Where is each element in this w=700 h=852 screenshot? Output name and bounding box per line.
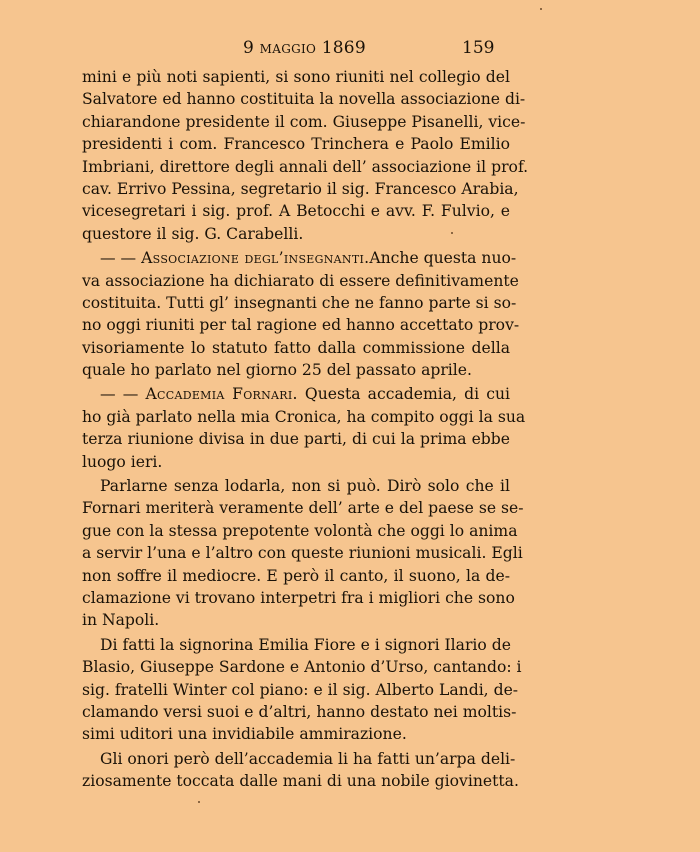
text-line: a servir l’una e l’altro con queste riunioni musicali. Egli bbox=[82, 544, 523, 563]
text-line: clamazione vi trovano interpetri fra i migliori che sono bbox=[82, 588, 515, 607]
text-line: va associazione ha dichiarato di essere definitivamente bbox=[82, 271, 519, 290]
page-number: 159 bbox=[462, 38, 495, 58]
text-line bbox=[82, 383, 510, 405]
text-line: Blasio, Giuseppe Sardone e Antonio d’Urso, cantando: i bbox=[82, 658, 522, 677]
text-line: terza riunione divisa in due parti, di cui la prima ebbe bbox=[82, 430, 510, 449]
section-dash: — — bbox=[100, 385, 139, 404]
text-line: vicesegretari i sig. prof. A Betocchi e avv. F. Fulvio, e bbox=[82, 202, 510, 221]
running-header bbox=[0, 38, 700, 62]
text-line: ziosamente toccata dalle mani di una nobile giovinetta. bbox=[82, 772, 519, 791]
text-line: Imbriani, direttore degli annali dell’ associazione il prof. bbox=[82, 157, 529, 176]
paper-speck bbox=[451, 232, 453, 234]
paragraph-5 bbox=[82, 634, 522, 746]
text-line: in Napoli. bbox=[82, 611, 160, 630]
text-line: questore il sig. G. Carabelli. bbox=[82, 224, 304, 243]
text-line: luogo ieri. bbox=[82, 452, 163, 471]
paper-speck bbox=[540, 8, 542, 10]
text-line: Fornari meriterà veramente dell’ arte e del paese se se- bbox=[82, 499, 524, 518]
section-heading: Associazione degl’insegnanti. bbox=[141, 249, 370, 268]
body-text bbox=[82, 66, 529, 795]
text-line: clamando versi suoi e d’altri, hanno destato nei moltis- bbox=[82, 702, 517, 721]
text-line: quale ho parlato nel giorno 25 del passato aprile. bbox=[82, 361, 472, 380]
text-line: Di fatti la signorina Emilia Fiore e i signori Ilario de bbox=[100, 635, 511, 654]
section-dash: — — bbox=[100, 249, 137, 268]
text-line: no oggi riuniti per tal ragione ed hanno accettato prov- bbox=[82, 316, 520, 335]
text-line bbox=[82, 247, 517, 269]
paragraph-associazione-insegnanti bbox=[82, 247, 520, 381]
text-line: non soffre il mediocre. E però il canto, il suono, la de- bbox=[82, 566, 510, 585]
header-date-day: 9 bbox=[243, 38, 255, 58]
text-line: simi uditori una invidiabile ammirazione. bbox=[82, 725, 407, 744]
text-line: cav. Errivo Pessina, segretario il sig. Francesco Arabia, bbox=[82, 179, 519, 198]
header-date-year: 1869 bbox=[321, 38, 366, 58]
text-line: chiarandone presidente il com. Giuseppe Pisanelli, vice- bbox=[82, 112, 526, 131]
paragraph-4 bbox=[82, 475, 524, 632]
text-line: mini e più noti sapienti, si sono riuniti nel collegio del bbox=[82, 68, 510, 86]
text-line: visoriamente lo statuto fatto dalla commissione della bbox=[82, 338, 510, 357]
text-line-rest: Questa accademia, di cui bbox=[297, 385, 510, 404]
text-line: gue con la stessa prepotente volontà che oggi lo anima bbox=[82, 521, 518, 540]
paper-speck bbox=[198, 801, 200, 803]
text-line: costituita. Tutti gl’ insegnanti che ne fanno parte si so- bbox=[82, 293, 517, 312]
text-line: Salvatore ed hanno costituita la novella associazione di- bbox=[82, 90, 526, 109]
paragraph-1 bbox=[82, 66, 529, 245]
text-line: Gli onori però dell’accademia li ha fatti un’arpa deli- bbox=[100, 749, 516, 768]
text-line-rest: Anche questa nuo- bbox=[369, 249, 517, 268]
section-heading: Accademia Fornari. bbox=[145, 385, 298, 404]
text-line: ho già parlato nella mia Cronica, ha compito oggi la sua bbox=[82, 407, 526, 426]
paragraph-accademia-fornari bbox=[82, 383, 526, 473]
header-date-month: MAGGIO bbox=[259, 42, 317, 56]
text-line: Parlarne senza lodarla, non si può. Dirò solo che il bbox=[100, 477, 510, 496]
paragraph-6 bbox=[82, 748, 519, 793]
text-line: presidenti i com. Francesco Trinchera e Paolo Emilio bbox=[82, 135, 510, 154]
header-date bbox=[243, 38, 366, 58]
text-line: sig. fratelli Winter col piano: e il sig. Alberto Landi, de- bbox=[82, 680, 519, 699]
